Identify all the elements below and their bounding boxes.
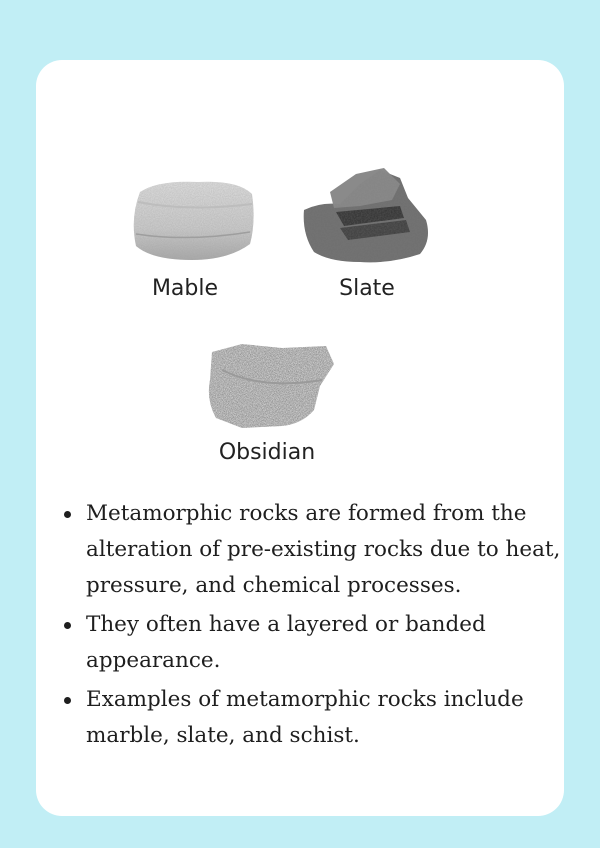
marble-rock-icon <box>128 172 258 268</box>
list-item <box>62 496 562 604</box>
obsidian-label: Obsidian <box>218 440 316 465</box>
list-item <box>62 682 562 754</box>
fact-text: They often have a layered or banded appearance. <box>86 612 486 673</box>
marble-label: Mable <box>151 276 219 301</box>
slate-label: Slate <box>339 276 395 301</box>
list-item <box>62 607 562 679</box>
fact-text: Examples of metamorphic rocks include marble, slate, and schist. <box>86 687 524 748</box>
bullet-icon <box>64 622 71 629</box>
fact-text: Metamorphic rocks are formed from the alteration of pre-existing rocks due to heat, pressure, and chemical processes. <box>86 501 561 598</box>
info-card <box>36 60 564 816</box>
facts-list <box>62 496 562 757</box>
bullet-icon <box>64 511 71 518</box>
obsidian-rock-icon <box>202 340 340 434</box>
slate-rock-icon <box>300 162 434 272</box>
bullet-icon <box>64 697 71 704</box>
